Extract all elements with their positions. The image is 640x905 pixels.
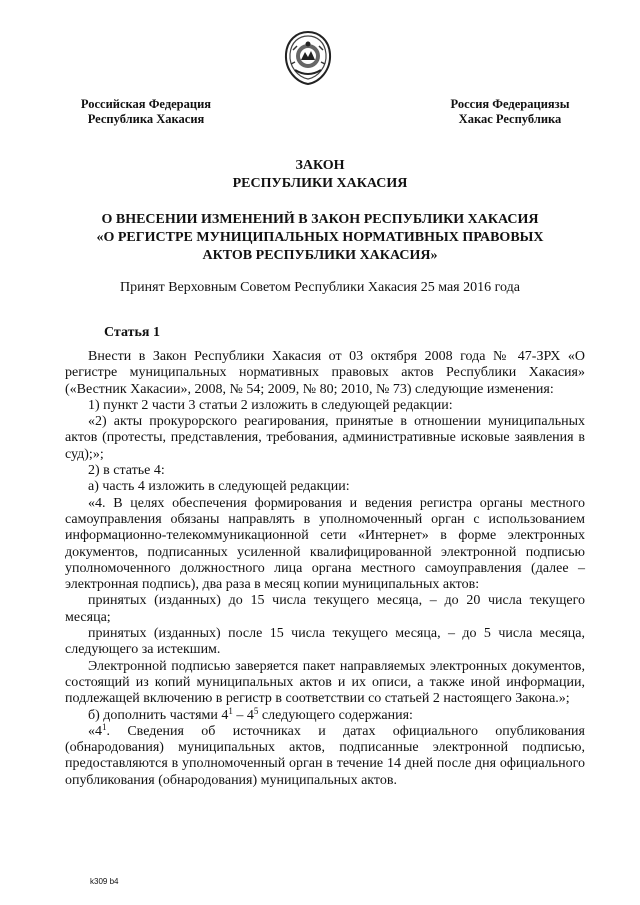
superscript: 1: [102, 721, 107, 732]
law-subtitle-line2: «О РЕГИСТРЕ МУНИЦИПАЛЬНЫХ НОРМАТИВНЫХ ПРАВОВЫХ: [96, 230, 544, 245]
superscript: 5: [253, 705, 259, 716]
header-right-line1: Россия Федерациязы: [450, 97, 570, 111]
paragraph-text: б) дополнить частями 4: [88, 707, 229, 723]
paragraph: [65, 721, 585, 789]
paragraph-text: . Сведения об источниках и датах официального опубликования (обнародования) муниципальных актов, подписанные электронной подписью, предоставляются в уполномоченный орган в течение 14 дней после дня официального опубликования (обнародования) муниципальных актов.: [65, 723, 585, 788]
paragraph: Электронной подписью заверяется пакет направляемых электронных документов, состоящий из копий муниципальных актов и их описи, а также иной информации, подлежащей включению в регистр в соответствии со статьей 2 настоящего Закона.»;: [65, 658, 585, 707]
paragraph: «2) акты прокурорского реагирования, принятые в отношении муниципальных актов (протесты, представления, требования, административные исковые заявления в суд);»;: [65, 414, 585, 462]
paragraph: 1) пункт 2 части 3 статьи 2 изложить в следующей редакции:: [88, 397, 453, 413]
law-subtitle-line3: АКТОВ РЕСПУБЛИКИ ХАКАСИЯ»: [202, 248, 438, 263]
footer-code: k309 b4: [90, 877, 119, 886]
law-title-line1: ЗАКОН: [295, 158, 345, 173]
article-body: [65, 349, 585, 789]
coat-of-arms-emblem: [283, 30, 333, 86]
paragraph: Внести в Закон Республики Хакасия от 03 октября 2008 года № 47-ЗРХ «О регистре муниципальных нормативных правовых актов Республики Хакасия» («Вестник Хакасии», 2008, № 54; 2009, № 80; 2010, № 73) следующие изменения:: [65, 349, 585, 397]
law-title: [60, 157, 580, 193]
adoption-statement: Принят Верховным Советом Республики Хакасия 25 мая 2016 года: [120, 280, 520, 295]
paragraph-text: следующего содержания:: [258, 707, 413, 723]
superscript: 1: [228, 705, 233, 716]
header-right: [430, 97, 590, 127]
article-heading: Статья 1: [104, 325, 160, 340]
paragraph: [65, 705, 585, 724]
paragraph: принятых (изданных) после 15 числа текущего месяца, – до 5 числа месяца, следующего за истекшим.: [65, 626, 585, 658]
header-left: [58, 97, 234, 127]
header-right-line2: Хакас Республика: [458, 112, 562, 126]
law-subtitle: [60, 211, 580, 265]
paragraph: 2) в статье 4:: [88, 463, 165, 479]
paragraph: а) часть 4 изложить в следующей редакции:: [88, 479, 350, 495]
paragraph-text: «4: [88, 723, 102, 739]
paragraph: «4. В целях обеспечения формирования и ведения регистра органы местного самоуправления обязаны направлять в уполномоченный орган с использованием информационно-телекоммуникационной сети «Интернет» в форме электронных документов, подписанных усиленной квалифицированной электронной подписью уполномоченного должностного лица органа местного самоуправления (далее – электронная подпись), два раза в месяц копии муниципальных актов:: [65, 495, 585, 593]
paragraph-text: – 4: [232, 707, 254, 723]
header-left-line2: Республика Хакасия: [87, 112, 205, 126]
header-left-line1: Российская Федерация: [80, 97, 212, 111]
law-title-line2: РЕСПУБЛИКИ ХАКАСИЯ: [232, 176, 408, 191]
paragraph: принятых (изданных) до 15 числа текущего месяца, – до 20 числа текущего месяца;: [65, 593, 585, 625]
law-subtitle-line1: О ВНЕСЕНИИ ИЗМЕНЕНИЙ В ЗАКОН РЕСПУБЛИКИ ХАКАСИЯ: [101, 212, 539, 227]
